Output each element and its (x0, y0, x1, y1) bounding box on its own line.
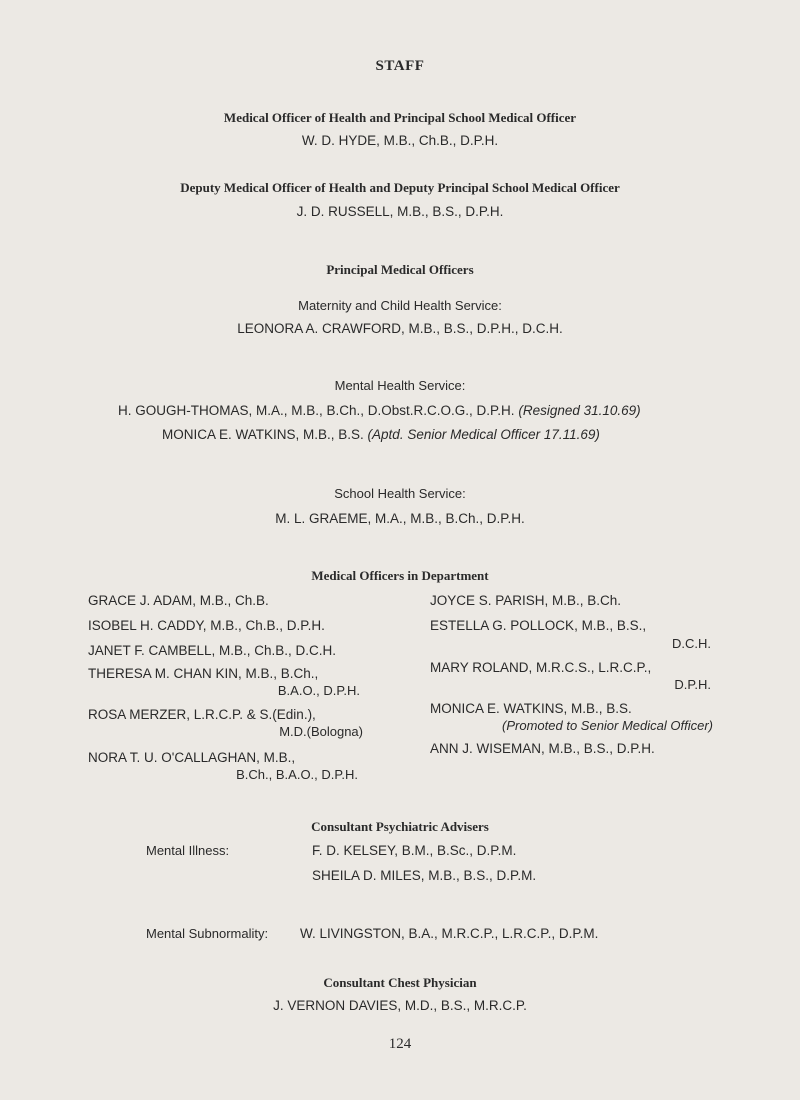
officer-merzer-cont: M.D.(Bologna) (279, 724, 363, 739)
mental-health-officer-2 (162, 427, 600, 442)
chest-heading: Consultant Chest Physician (323, 975, 477, 990)
officer-note: (Resigned 31.10.69) (518, 403, 641, 418)
school-health-label: School Health Service: (334, 486, 466, 501)
officer-ocallaghan-cont: B.Ch., B.A.O., D.P.H. (236, 767, 358, 782)
officer-ocallaghan: NORA T. U. O'CALLAGHAN, M.B., (88, 750, 296, 765)
adviser-livingston: W. LIVINGSTON, B.A., M.R.C.P., L.R.C.P., D.P.M. (300, 926, 599, 941)
mo-name: W. D. HYDE, M.B., Ch.B., D.P.H. (301, 133, 499, 148)
officer-watkins-note: (Promoted to Senior Medical Officer) (502, 718, 713, 733)
officer-chankin-cont: B.A.O., D.P.H. (277, 683, 360, 698)
adviser-miles: SHEILA D. MILES, M.B., B.S., D.P.M. (312, 868, 537, 883)
officer-adam: GRACE J. ADAM, M.B., Ch.B. (88, 593, 269, 608)
mental-subnormality-label: Mental Subnormality: (146, 926, 269, 941)
adviser-kelsey: F. D. KELSEY, B.M., B.Sc., D.P.M. (312, 843, 517, 858)
officer-name: MONICA E. WATKINS, M.B., B.S. (162, 427, 364, 442)
maternity-label: Maternity and Child Health Service: (298, 298, 502, 313)
officer-caddy: ISOBEL H. CADDY, M.B., Ch.B., D.P.H. (88, 618, 325, 633)
officer-chankin: THERESA M. CHAN KIN, M.B., B.Ch., (88, 666, 319, 681)
psychiatric-heading: Consultant Psychiatric Advisers (311, 819, 489, 834)
officer-pollock-cont: D.C.H. (672, 636, 711, 651)
officer-roland-cont: D.P.H. (674, 677, 711, 692)
officer-roland: MARY ROLAND, M.R.C.S., L.R.C.P., (430, 660, 652, 675)
deputy-name: J. D. RUSSELL, M.B., B.S., D.P.H. (296, 204, 504, 219)
mental-health-officer-1 (118, 403, 641, 418)
officer-pollock: ESTELLA G. POLLOCK, M.B., B.S., (430, 618, 647, 633)
school-health-name: M. L. GRAEME, M.A., M.B., B.Ch., D.P.H. (275, 511, 525, 526)
deputy-heading: Deputy Medical Officer of Health and Deputy Principal School Medical Officer (180, 180, 620, 195)
chest-physician-name: J. VERNON DAVIES, M.D., B.S., M.R.C.P. (273, 998, 527, 1013)
mental-illness-label: Mental Illness: (146, 843, 230, 858)
page-number: 124 (388, 1036, 412, 1052)
principal-heading: Principal Medical Officers (326, 262, 474, 277)
officer-wiseman: ANN J. WISEMAN, M.B., B.S., D.P.H. (430, 741, 655, 756)
officer-merzer: ROSA MERZER, L.R.C.P. & S.(Edin.), (88, 707, 316, 722)
officer-watkins: MONICA E. WATKINS, M.B., B.S. (430, 701, 632, 716)
mo-heading: Medical Officer of Health and Principal School Medical Officer (223, 110, 577, 125)
officer-name: H. GOUGH-THOMAS, M.A., M.B., B.Ch., D.Obst.R.C.O.G., D.P.H. (118, 403, 515, 418)
officer-parish: JOYCE S. PARISH, M.B., B.Ch. (430, 593, 622, 608)
officer-note: (Aptd. Senior Medical Officer 17.11.69) (367, 427, 600, 442)
department-heading: Medical Officers in Department (311, 568, 489, 583)
officer-cambell: JANET F. CAMBELL, M.B., Ch.B., D.C.H. (88, 643, 337, 658)
mental-health-label: Mental Health Service: (334, 378, 466, 393)
page-title: STAFF (375, 58, 425, 74)
maternity-name: LEONORA A. CRAWFORD, M.B., B.S., D.P.H., D.C.H. (237, 321, 563, 336)
